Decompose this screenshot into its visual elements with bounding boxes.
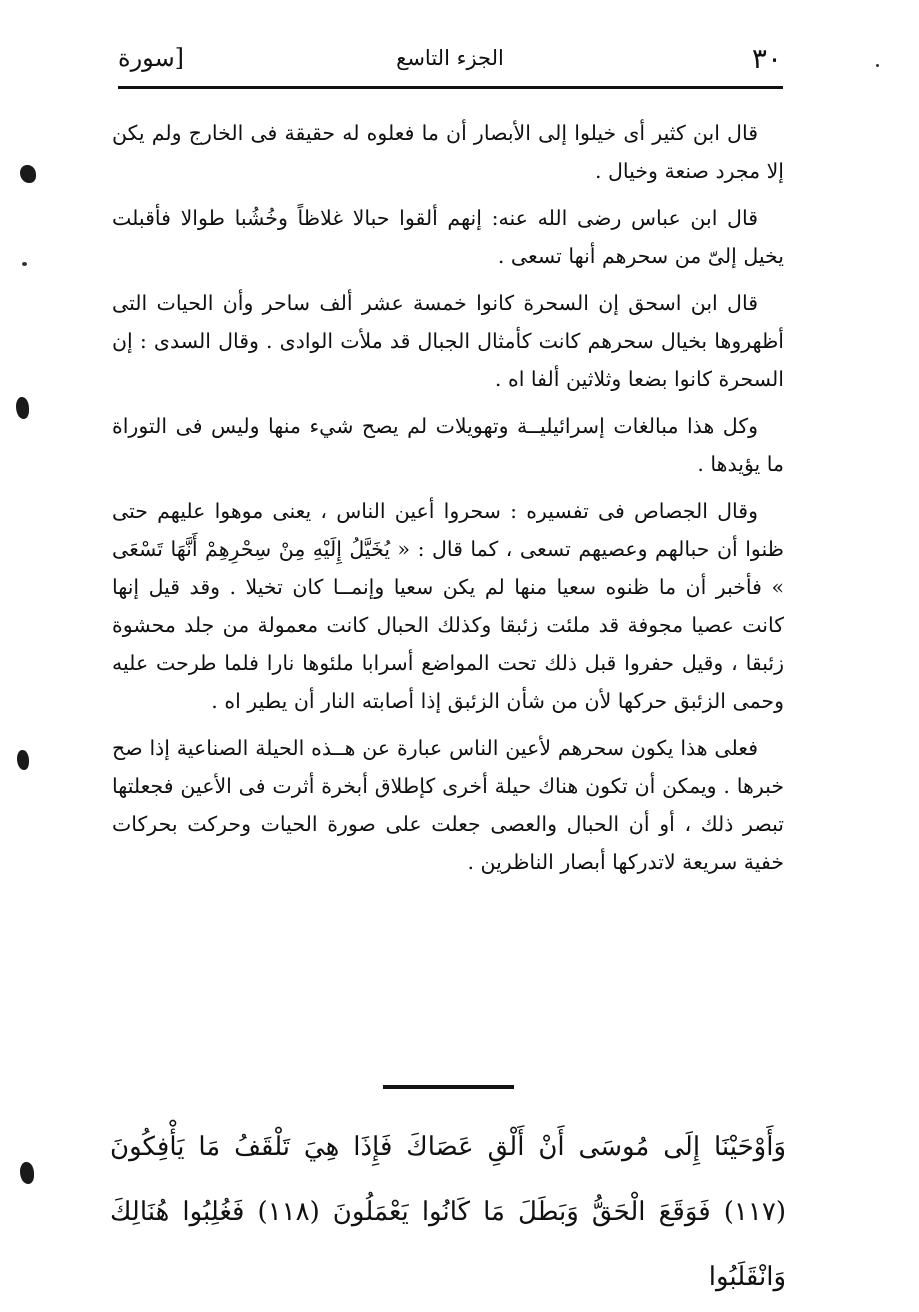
paragraph-conclusion: فعلى هذا يكون سحرهم لأعين الناس عبارة عن هــذه الحيلة الصناعية إذا صح خبرها . ويمكن أن تكون هناك حيلة أخرى كإطلاق أبخرة أثرت فى الأعين فجعلتها تبصر ذلك ، أو أن الحبال والعصى جعلت على صورة الحيات وحركت بحركات خفية سريعة لاتدركها أبصار الناظرين . <box>112 736 784 874</box>
paragraph-ibn-kathir: قال ابن كثير أى خيلوا إلى الأبصار أن ما فعلوه له حقيقة فى الخارج ولم يكن إلا مجرد صنعة وخيال . <box>112 121 784 183</box>
margin-speck <box>20 165 36 183</box>
paragraph-ibn-ishaq: قال ابن اسحق إن السحرة كانوا خمسة عشر ألف ساحر وأن الحيات التى أظهروها بخيال سحرهم كانت كأمثال الجبال قد ملأت الوادى . وقال السدى : إن السحرة كانوا بضعا وثلاثين ألفا اه . <box>112 291 784 391</box>
paragraph-ibn-abbas: قال ابن عباس رضى الله عنه: إنهم ألقوا حبالا غلاظاً وخُشُبا طوالا فأقبلت يخيل إلىّ من سحرهم أنها تسعى . <box>112 206 784 268</box>
paragraph-jassas: وقال الجصاص فى تفسيره : سحروا أعين الناس ، يعنى موهوا عليهم حتى ظنوا أن حبالهم وعصيهم تسعى ، كما قال : « يُخَيَّلُ إِلَيْهِ مِنْ سِحْرِهِمْ أَنَّهَا تَسْعَى » فأخبر أن ما ظنوه سعيا منها لم يكن سعيا وإنمــا كان تخيلا . وقد قيل إنها كانت عصيا مجوفة قد ملئت زئبقا وكذلك الحبال كانت معمولة من جلد محشوة زئبقا ، وقيل حفروا قبل ذلك تحت المواضع أسرابا ملئوها نارا فلما طرحت عليه وحمى الزئبق حركها لأن من شأن الزئبق إذا أصابته النار أن يطير اه . <box>112 499 784 713</box>
margin-speck <box>16 397 29 419</box>
section-separator <box>383 1085 514 1089</box>
page-number: ٣٠ <box>751 42 782 75</box>
margin-speck <box>17 750 29 770</box>
margin-speck <box>876 64 879 67</box>
body-text <box>112 114 784 890</box>
paragraph-israiliyyat: وكل هذا مبالغات إسرائيليــة وتهويلات لم يصح شيء منها وليس فى التوراة ما يؤيدها . <box>112 414 784 476</box>
part-title: الجزء التاسع <box>396 46 504 70</box>
margin-speck <box>20 1162 34 1184</box>
margin-speck <box>22 262 27 266</box>
quran-verse: وَأَوْحَيْنَا إِلَى مُوسَى أَنْ أَلْقِ عَصَاكَ فَإِذَا هِيَ تَلْقَفُ مَا يَأْفِكُونَ (١١٧) فَوَقَعَ الْحَقُّ وَبَطَلَ مَا كَانُوا يَعْمَلُونَ (١١٨) فَغُلِبُوا هُنَالِكَ وَانْقَلَبُوا <box>110 1132 786 1292</box>
header-rule <box>118 86 783 89</box>
surah-label: [سورة <box>118 44 185 72</box>
page-header <box>118 40 782 82</box>
